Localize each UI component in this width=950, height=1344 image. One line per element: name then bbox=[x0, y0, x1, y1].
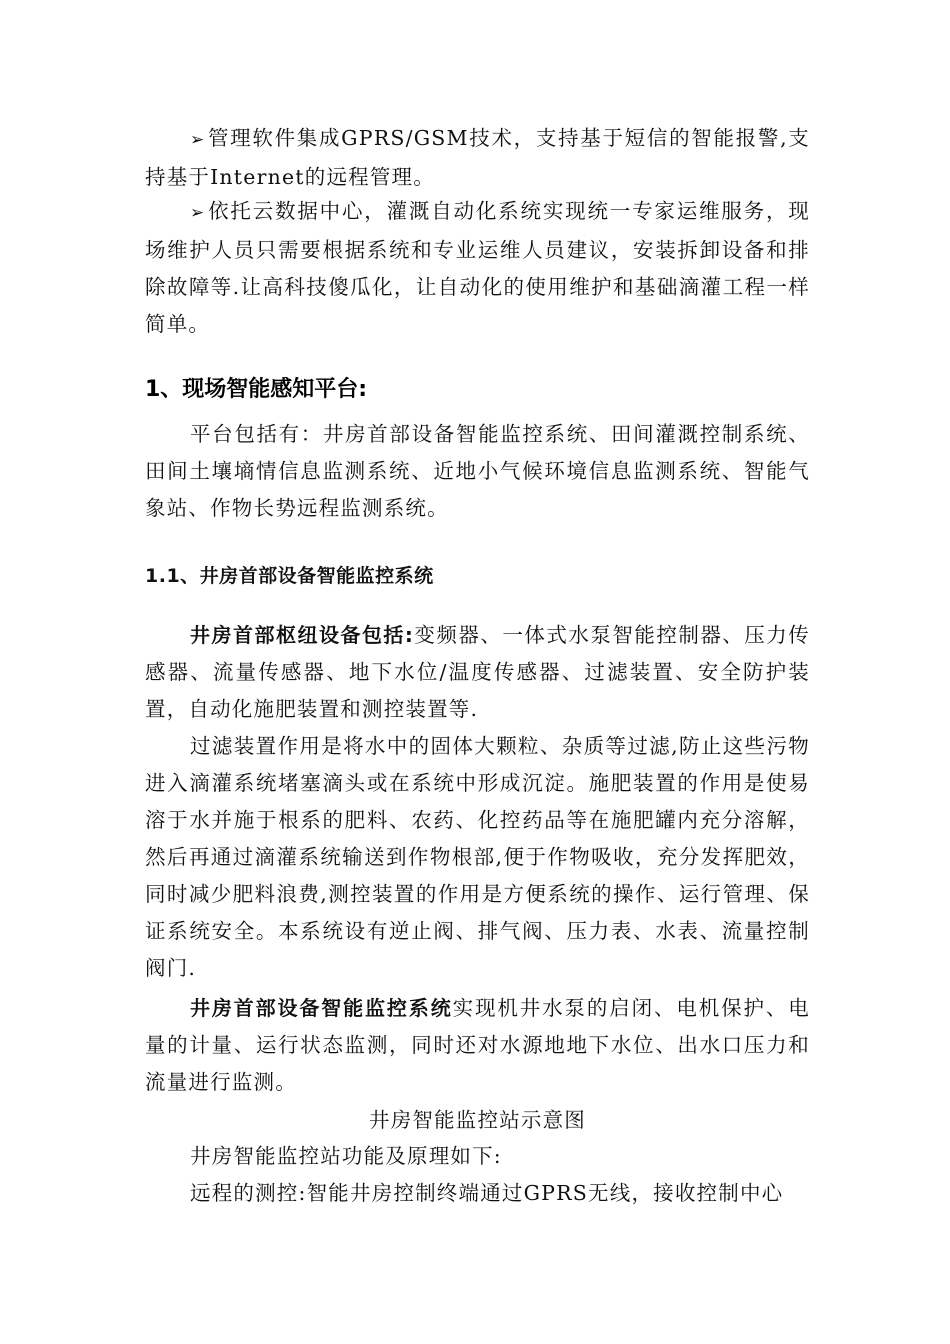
arrow-bullet-icon: ➢ bbox=[190, 203, 206, 223]
section-intro-paragraph: 平台包括有：井房首部设备智能监控系统、田间灌溉控制系统、田间土壤墒情信息监测系统、近地小气候环境信息监测系统、智能气象站、作物长势远程监测系统。 bbox=[145, 422, 810, 520]
bullet-paragraph-1 bbox=[145, 120, 810, 196]
equipment-paragraph bbox=[145, 617, 810, 728]
filter-paragraph: 过滤装置作用是将水中的固体大颗粒、杂质等过滤,防止这些污物进入滴灌系统堵塞滴头或在系统中形成沉淀。施肥装置的作用是使易溶于水并施于根系的肥料、农药、化控药品等在施肥罐内充分溶解，然后再通过滴灌系统输送到作物根部,便于作物吸收，充分发挥肥效，同时减少肥料浪费,测控装置的作用是方便系统的操作、运行管理、保证系统安全。本系统设有逆止阀、排气阀、压力表、水表、流量控制阀门. bbox=[145, 734, 810, 980]
bullet-text-1: 管理软件集成GPRS/GSM技术，支持基于短信的智能报警,支持基于Internet的远程管理。 bbox=[145, 126, 810, 189]
arrow-bullet-icon: ➢ bbox=[190, 130, 206, 150]
figure-caption: 井房智能监控站示意图 bbox=[369, 1108, 586, 1132]
remote-control-paragraph: 远程的测控:智能井房控制终端通过GPRS无线，接收控制中心 bbox=[190, 1181, 784, 1205]
bullet-text-2: 依托云数据中心，灌溉自动化系统实现统一专家运维服务，现场维护人员只需要根据系统和专业运维人员建议，安装拆卸设备和排除故障等.让高科技傻瓜化，让自动化的使用维护和基础滴灌工程一样简单。 bbox=[145, 199, 810, 336]
bullet-paragraph-2 bbox=[145, 193, 810, 343]
monitoring-bold-lead: 井房首部设备智能监控系统 bbox=[190, 996, 453, 1020]
equipment-bold-lead: 井房首部枢纽设备包括: bbox=[190, 623, 415, 647]
subsection-heading: 1.1、井房首部设备智能监控系统 bbox=[145, 565, 434, 587]
section-heading: 1、现场智能感知平台: bbox=[145, 377, 368, 402]
monitoring-text: 实现机井水泵的启闭、电机保护、电量的计量、运行状态监测，同时还对水源地地下水位、出水口压力和流量进行监测。 bbox=[145, 996, 810, 1094]
monitoring-paragraph bbox=[145, 990, 810, 1101]
equipment-text: 变频器、一体式水泵智能控制器、压力传感器、流量传感器、地下水位/温度传感器、过滤装置、安全防护装置，自动化施肥装置和测控装置等. bbox=[145, 623, 810, 721]
function-intro-paragraph: 井房智能监控站功能及原理如下: bbox=[190, 1144, 502, 1168]
